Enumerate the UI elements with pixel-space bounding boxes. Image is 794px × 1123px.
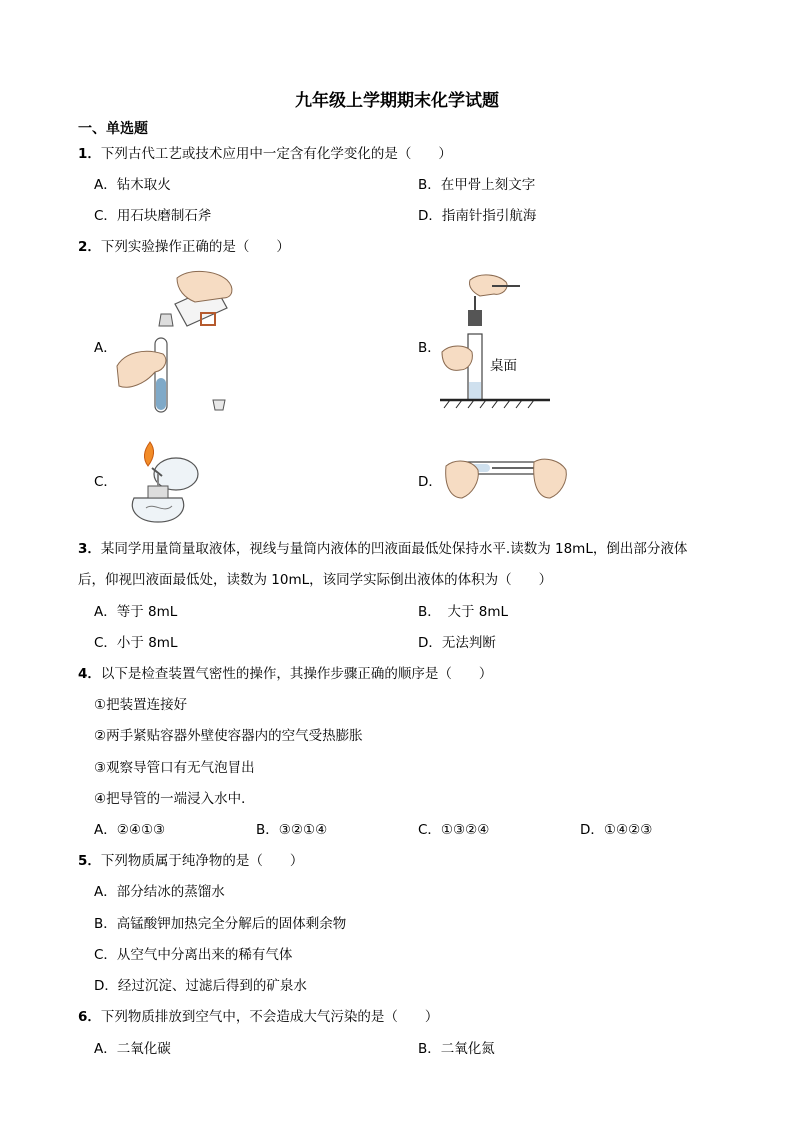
- section-heading: 一、单选题: [78, 121, 148, 137]
- option-a: A．二氧化碳: [94, 1041, 171, 1057]
- option-d: D．: [418, 474, 442, 490]
- option-d: D．指南针指引航海: [418, 208, 537, 224]
- option-c: C．用石块磨制石斧: [94, 208, 212, 224]
- option-b: B．高锰酸钾加热完全分解后的固体剩余物: [94, 916, 347, 932]
- question-4: [78, 664, 492, 684]
- option-a: A．钻木取火: [94, 177, 171, 193]
- option-b: B．二氧化氮: [418, 1041, 495, 1057]
- option-a: A．②④①③: [94, 822, 166, 838]
- option-c: C．从空气中分离出来的稀有气体: [94, 947, 293, 963]
- figure-alcohol-lamp: [118, 436, 208, 528]
- option-b: B．在甲骨上刻文字: [418, 177, 536, 193]
- question-2: [78, 237, 290, 257]
- step-4: ④把导管的一端浸入水中．: [94, 791, 255, 807]
- page-title: 九年级上学期期末化学试题: [295, 91, 499, 111]
- question-number: 6．: [78, 1009, 101, 1025]
- question-text: 下列实验操作正确的是（ ）: [100, 239, 290, 255]
- figure-label-table: 桌面: [490, 358, 517, 374]
- question-text: 下列古代工艺或技术应用中一定含有化学变化的是（ ）: [100, 146, 452, 162]
- option-a: A．部分结冰的蒸馏水: [94, 884, 225, 900]
- question-text: 以下是检查装置气密性的操作，其操作步骤正确的顺序是（ ）: [100, 666, 493, 682]
- question-6: [78, 1007, 438, 1027]
- option-a: A．: [94, 340, 117, 356]
- option-c: C．小于 8mL: [94, 635, 178, 651]
- question-number: 3．: [78, 541, 101, 557]
- question-number: 4．: [78, 666, 101, 682]
- question-number: 2．: [78, 239, 101, 255]
- option-c: C．①③②④: [418, 822, 490, 838]
- option-d: D．无法判断: [418, 635, 496, 651]
- figure-insert-stopper: [440, 272, 560, 412]
- option-b: B． 大于 8mL: [418, 604, 509, 620]
- figure-hold-test-tube: [442, 448, 572, 508]
- figure-pour-liquid: [115, 268, 245, 418]
- question-text-line2: 后，仰视凹液面最低处，读数为 10mL，该同学实际倒出液体的体积为（ ）: [78, 572, 553, 588]
- question-text: 下列物质属于纯净物的是（ ）: [100, 853, 304, 869]
- step-1: ①把装置连接好: [94, 697, 188, 713]
- question-1: [78, 144, 452, 164]
- option-c: C．: [94, 474, 117, 490]
- step-3: ③观察导管口有无气泡冒出: [94, 760, 255, 776]
- question-number: 5．: [78, 853, 101, 869]
- question-number: 1．: [78, 146, 101, 162]
- step-2: ②两手紧贴容器外壁使容器内的空气受热膨胀: [94, 728, 363, 744]
- question-5: [78, 851, 303, 871]
- option-d: D．①④②③: [580, 822, 653, 838]
- option-b: B．③②①④: [256, 822, 328, 838]
- question-text-line1: 某同学用量筒量取液体，视线与量筒内液体的凹液面最低处保持水平.读数为 18mL，倒出部分液体: [100, 541, 688, 557]
- option-d: D．经过沉淀、过滤后得到的矿泉水: [94, 978, 307, 994]
- option-b: B．: [418, 340, 441, 356]
- question-text: 下列物质排放到空气中，不会造成大气污染的是（ ）: [100, 1009, 439, 1025]
- option-a: A．等于 8mL: [94, 604, 178, 620]
- question-3: [78, 539, 687, 559]
